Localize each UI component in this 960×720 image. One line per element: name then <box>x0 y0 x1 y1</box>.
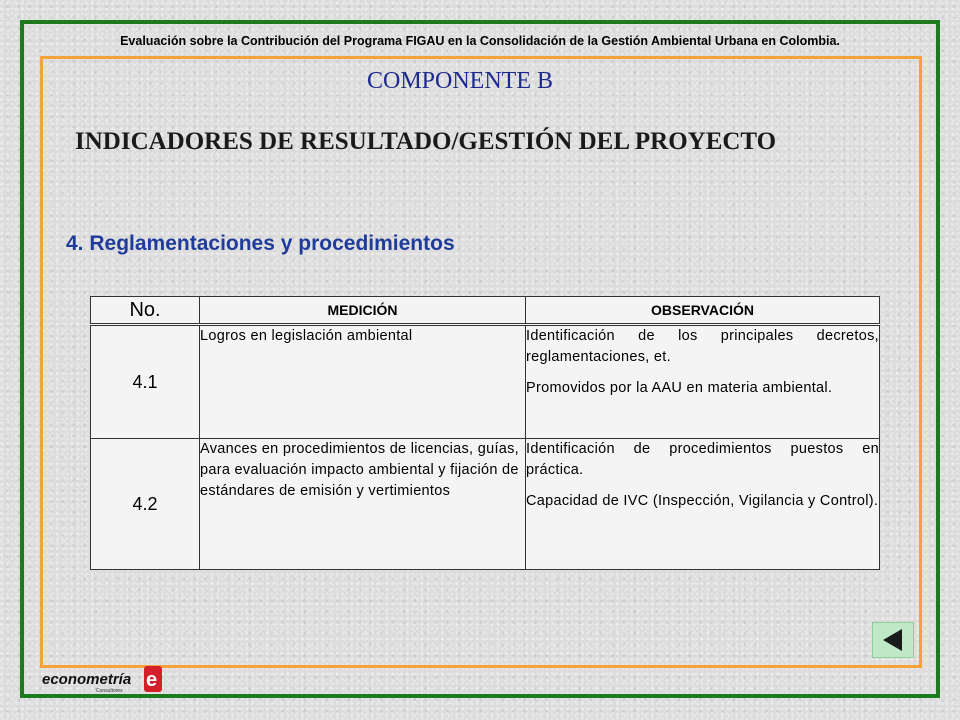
observation-line: Identificación de procedimientos puestos en práctica. <box>526 441 879 478</box>
row-number: 4.1 <box>91 325 200 439</box>
row-observacion <box>526 439 880 570</box>
table-row <box>91 325 880 439</box>
row-number: 4.2 <box>91 439 200 570</box>
observation-line: Promovidos por la AAU en materia ambiental. <box>526 380 833 396</box>
section-title: 4. Reglamentaciones y procedimientos <box>66 232 455 255</box>
column-header-no: No. <box>91 297 200 325</box>
document-header: Evaluación sobre la Contribución del Programa FIGAU en la Consolidación de la Gestión Ambiental Urbana en Colombia. <box>120 34 840 48</box>
svg-text:Consultores: Consultores <box>96 688 123 694</box>
row-medicion: Logros en legislación ambiental <box>200 325 526 439</box>
column-header-observacion: OBSERVACIÓN <box>526 297 880 325</box>
previous-slide-button[interactable] <box>872 622 914 658</box>
triangle-left-icon <box>880 627 906 653</box>
component-title: COMPONENTE B <box>366 68 553 94</box>
row-medicion: Avances en procedimientos de licencias, guías, para evaluación impacto ambiental y fijación de estándares de emisión y vertimientos <box>200 439 526 570</box>
company-logo <box>40 664 170 694</box>
svg-text:econometría: econometría <box>42 671 132 688</box>
column-header-medicion: MEDICIÓN <box>200 297 526 325</box>
table-header-row <box>91 297 880 325</box>
svg-text:e: e <box>146 669 158 691</box>
table-row <box>91 439 880 570</box>
row-observacion <box>526 325 880 439</box>
slide-title: INDICADORES DE RESULTADO/GESTIÓN DEL PROYECTO <box>75 128 777 155</box>
observation-line: Capacidad de IVC (Inspección, Vigilancia y Control). <box>526 493 879 509</box>
observation-line: Identificación de los principales decretos, reglamentaciones, et. <box>526 328 879 365</box>
indicators-table <box>90 296 880 570</box>
